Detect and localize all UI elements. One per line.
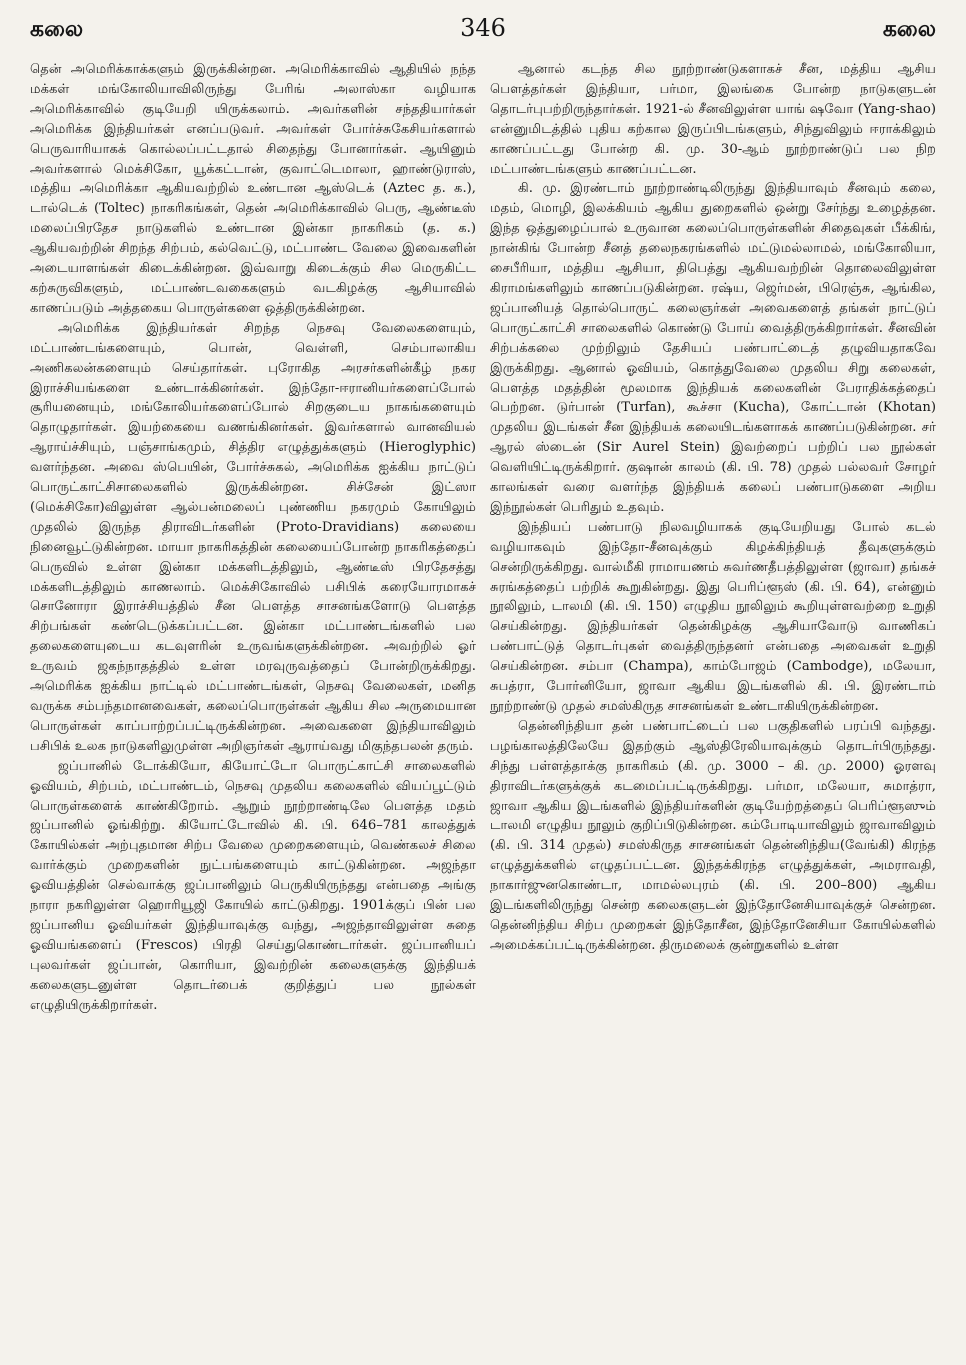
- paragraph: ஜப்பானில் டோக்கியோ, கியோட்டோ பொருட்காட்சி சாலைகளில் ஓவியம், சிற்பம், மட்பாண்டம், நெசவு முதலிய கலைகளில் வியப்பூட்டும் பொருள்களைக் காண்கிறோம். ஆறும் நூற்றாண்டிலே பௌத்த மதம் ஜப்பானில் ஓங்கிற்று. கியோட்டோவில் கி. பி. 646–781 காலத்துக் கோயில்கள் அற்புதமான சிற்ப வேலை முறைகளையும், வெண்கலச் சிலை வார்க்கும் முறைகளின் நுட்பங்களையும் காட்டுகின்றன. அஜந்தா ஓவியத்தின் செல்வாக்கு ஜப்பானிலும் பெருகியிருந்தது என்பதை அங்கு நாரா நகரிலுள்ள ஹொரியூஜி கோயில் காட்டுகிறது. 1901க்குப் பின் பல ஜப்பானிய ஓவியர்கள் இந்தியாவுக்கு வந்து, அஜந்தாவிலுள்ள சுதை ஓவியங்களைப் (Frescos) பிரதி செய்துகொண்டார்கள். ஜப்பானியப் புலவர்கள் ஜப்பான், கொரியா, இவற்றின் கலைகளுக்கு இந்தியக் கலைகளுடனுள்ள தொடர்பைக் குறித்துப் பல நூல்கள் எழுதியிருக்கிறார்கள்.: [30, 758, 476, 1013]
- paragraph: அமெரிக்க இந்தியர்கள் சிறந்த நெசவு வேலைகளையும், மட்பாண்டங்களையும், பொன், வெள்ளி, செம்பாலாகிய அணிகலன்களையும் செய்தார்கள். புரோகித அரசர்களின்கீழ் நகர இராச்சியங்களை உண்டாக்கினர்கள். இந்தோ-ஈரானியர்களைப்போல் சூரியனையும், மங்கோலியர்களைப்போல் சிறகுடைய நாகங்களையும் தொழுதார்கள். இயற்கையை வணங்கினர்கள். இவர்களால் வானவியல் ஆராய்ச்சியும், பஞ்சாங்கமும், சித்திர எழுத்துக்களும் (Hieroglyphic) வளர்ந்தன. அவை ஸ்பெயின், போர்ச்சுகல், அமெரிக்க ஐக்கிய நாட்டுப் பொருட்காட்சிசாலைகளில் இருக்கின்றன. சிச்சேன் இட்ஸா (மெக்சிகோ)விலுள்ள ஆல்பன்மலைப் புண்ணிய நகரமும் கோயிலும் முதலில் இருந்த திராவிடர்களின் (Proto-Dravidians) கலையை நினைவூட்டுகின்றன. மாயா நாகரிகத்தின் கலையைப்போன்ற நாகரிகத்தைப் பெருவில் உள்ள இன்கா மக்களிடத்திலும், ஆண்டீஸ் பிரதேசத்து மக்களிடத்திலும் காணலாம். மெக்சிகோவில் பசிபிக் கரையோரமாகச் சொனோரா இராச்சியத்தில் சீன பௌத்த சாசனங்களோடு பௌத்த சிற்பங்கள் கண்டெடுக்கப்பட்டன. இன்கா மட்பாண்டங்களில் பல தலைகளையுடைய கடவுளரின் உருவங்களுக்கின்றன. அவற்றில் ஓர் உருவம் ஜகந்நாதத்தில் உள்ள மரவுருவத்தைப் போன்றிருக்கிறது. அமெரிக்க ஐக்கிய நாட்டில் மட்பாண்டங்கள், நெசவு வேலைகள், மனித வருக்க சம்பந்தமானவைகள், கலைப்பொருள்கள் ஆகிய சில அருமையான பொருள்கள் காப்பாற்றப்பட்டிருக்கின்றன. அவைகளை இந்தியாவிலும் பசிபிக் உலக நாடுகளிலுமுள்ள அறிஞர்கள் ஆராய்வது மிகுந்தபலன் தரும்.: [30, 320, 476, 754]
- page-header: [30, 16, 936, 50]
- header-right-word: கலை: [882, 16, 936, 42]
- paragraph: தென்னிந்தியா தன் பண்பாட்டைப் பல பகுதிகளில் பரப்பி வந்தது. பழங்காலத்திலேயே இதற்கும் ஆஸ்திரேலியாவுக்கும் தொடர்பிருந்தது. சிந்து பள்ளத்தாக்கு நாகரிகம் (கி. மு. 3000 – கி. மு. 2000) ஓரளவு திராவிடர்களுக்குக் கடமைப்பட்டிருக்கிறது. பர்மா, மலேயா, சுமாத்ரா, ஜாவா ஆகிய இடங்களில் இந்தியர்களின் குடியேற்றத்தைப் பெரிப்ளூஸும் டாலமி எழுதிய நூலும் குறிப்பிடுகின்றன. கம்போடியாவிலும் ஜாவாவிலும் (கி. பி. 314 முதல்) சமஸ்கிருத சாசனங்கள் தென்னிந்திய(வேங்கி) கிரந்த எழுத்துக்களில் எழுதப்பட்டன. இந்தக்கிரந்த எழுத்துக்கள், அமராவதி, நாகார்ஜுனகொண்டா, மாமல்லபுரம் (கி. பி. 200–800) ஆகிய இடங்களிலிருந்து சென்ற கலைகளுடன் இந்தோனேசியாவுக்குச் சென்றன. தென்னிந்திய சிற்ப முறைகள் இந்தோசீன, இந்தோனேசியா கோயில்களில் அமைக்கப்பட்டிருக்கின்றன. திருமலைக் குன்றுகளில் உள்ள: [490, 718, 936, 953]
- paragraph: கி. மு. இரண்டாம் நூற்றாண்டிலிருந்து இந்தியாவும் சீனவும் கலை, மதம், மொழி, இலக்கியம் ஆகிய துறைகளில் ஒன்று சேர்ந்து உழைத்தன. இந்த ஒத்துழைப்பால் உருவான கலைப்பொருள்களின் சிதைவுகள் பீக்கிங், நான்கிங் போன்ற சீனத் தலைநகரங்களில் மட்டுமல்லாமல், மங்கோலியா, சைபீரியா, மத்திய ஆசியா, திபெத்து ஆகியவற்றின் தொலைவிலுள்ள கிராமங்களிலும் காணப்படுகின்றன. ரஷ்ய, ஜெர்மன், பிரெஞ்சு, ஆங்கில, ஜப்பானியத் தொல்பொருட் கலைஞர்கள் அவைகளைத் தங்கள் நாட்டுப் பொருட்காட்சி சாலைகளில் கொண்டு போய் வைத்திருக்கிறார்கள். சீனவின் சிற்பக்கலை முற்றிலும் தேசியப் பண்பாட்டைத் தழுவியதாகவே இருக்கிறது. ஆனால் ஓவியம், கொத்துவேலை முதலிய சிறு கலைகள், பௌத்த மதத்தின் மூலமாக இந்தியக் கலைகளின் பேராதிக்கத்தைப் பெற்றன. டுர்பான் (Turfan), கூச்சா (Kucha), கோட்டான் (Khotan) முதலிய இடங்கள் சீன இந்தியக் கலையிடங்களாகக் காணப்படுகின்றன. சர் ஆரல் ஸ்டைன் (Sir Aurel Stein) இவற்றைப் பற்றிப் பல நூல்கள் வெளியிட்டிருக்கிறார். குஷான் காலம் (கி. பி. 78) முதல் பல்லவர் சோழர் காலங்கள் வரை வளர்ந்த இந்தியக் கலைப் பண்பாடுகளை அறிய இந்நூல்கள் பெரிதும் உதவும்.: [490, 181, 936, 515]
- right-column: [490, 60, 936, 1350]
- paragraph: தென் அமெரிக்காக்களும் இருக்கின்றன. அமெரிக்காவில் ஆதியில் நந்த மக்கள் மங்கோலியாவிலிருந்து பேரிங் அலாஸ்கா வழியாக அமெரிக்காவில் குடியேறி யிருக்கலாம். அவர்களின் சந்ததியார்கள் அமெரிக்க இந்தியர்கள் எனப்படுவர். அவர்கள் போர்ச்சுகேசியர்களால் பெருவாரியாகக் கொல்லப்பட்டதால் சிதைந்து போனார்கள். ஆயினும் அவர்களால் மெக்சிகோ, யூக்கட்டான், குவாட்டெமாலா, ஹாண்டுராஸ், மத்திய அமெரிக்கா ஆகியவற்றில் உண்டான ஆஸ்டெக் (Aztec த. க.), டால்டெக் (Toltec) நாகரிகங்கள், தென் அமெரிக்காவில் பெரு, ஆண்டீஸ் மலைப்பிரதேச நாடுகளில் உண்டான இன்கா நாகரிகம் (த. க.) ஆகியவற்றின் சிறந்த சிற்பம், கல்வெட்டு, மட்பாண்ட வேலை இவைகளின் அடையாளங்கள் கிடைக்கின்றன. இவ்வாறு கிடைக்கும் சில மெருகிட்ட கற்சுருவிகளும், மட்பாண்டவகைகளும் வடகிழக்கு ஆசியாவில் காணப்படும் அத்தகைய பொருள்களை ஒத்திருக்கின்றன.: [30, 62, 476, 316]
- paragraph: இந்தியப் பண்பாடு நிலவழியாகக் குடியேறியது போல் கடல் வழியாகவும் இந்தோ-சீனவுக்கும் கிழக்கிந்தியத் தீவுகளுக்கும் சென்றிருக்கிறது. வால்மீகி ராமாயணம் சுவர்ணதீபத்திலுள்ள (ஜாவா) தங்கச் சுரங்கத்தைப் பற்றிக் கூறுகின்றது. இது பெரிப்ளூஸ் (கி. பி. 64), என்னும் நூலிலும், டாலமி (கி. பி. 150) எழுதிய நூலிலும் கூறியுள்ளவற்றை உறுதி செய்கின்றது. இந்தியர்கள் தென்கிழக்கு ஆசியாவோடு வாணிகப் பண்பாட்டுத் தொடர்புகள் வைத்திருந்தனர் என்பதை அவைகள் உறுதி செய்கின்றன. சம்பா (Champa), காம்போஜம் (Cambodge), மலேயா, சுபத்ரா, போர்னியோ, ஜாவா ஆகிய இடங்களில் கி. பி. இரண்டாம் நூற்றாண்டு முதல் சமஸ்கிருத சாசனங்கள் உண்டாகியிருக்கின்றன.: [490, 519, 936, 714]
- page-number: 346: [460, 14, 506, 42]
- header-left-word: கலை: [30, 16, 84, 42]
- left-column: [30, 60, 476, 1350]
- paragraph: ஆனால் கடந்த சில நூற்றாண்டுகளாகச் சீன, மத்திய ஆசிய பௌத்தர்கள் இந்தியா, பர்மா, இலங்கை போன்ற நாடுகளுடன் தொடர்புபற்றிருந்தார்கள். 1921-ல் சீனவிலுள்ள யாங் ஷவோ (Yang-shao) என்னுமிடத்தில் புதிய கற்கால இருப்பிடங்களும், சிந்துவிலும் ஈராக்கிலும் காணப்பட்டது போன்ற கி. மு. 30-ஆம் நூற்றாண்டுப் பல நிற மட்பாண்டங்களும் காணப்பட்டன.: [490, 62, 936, 177]
